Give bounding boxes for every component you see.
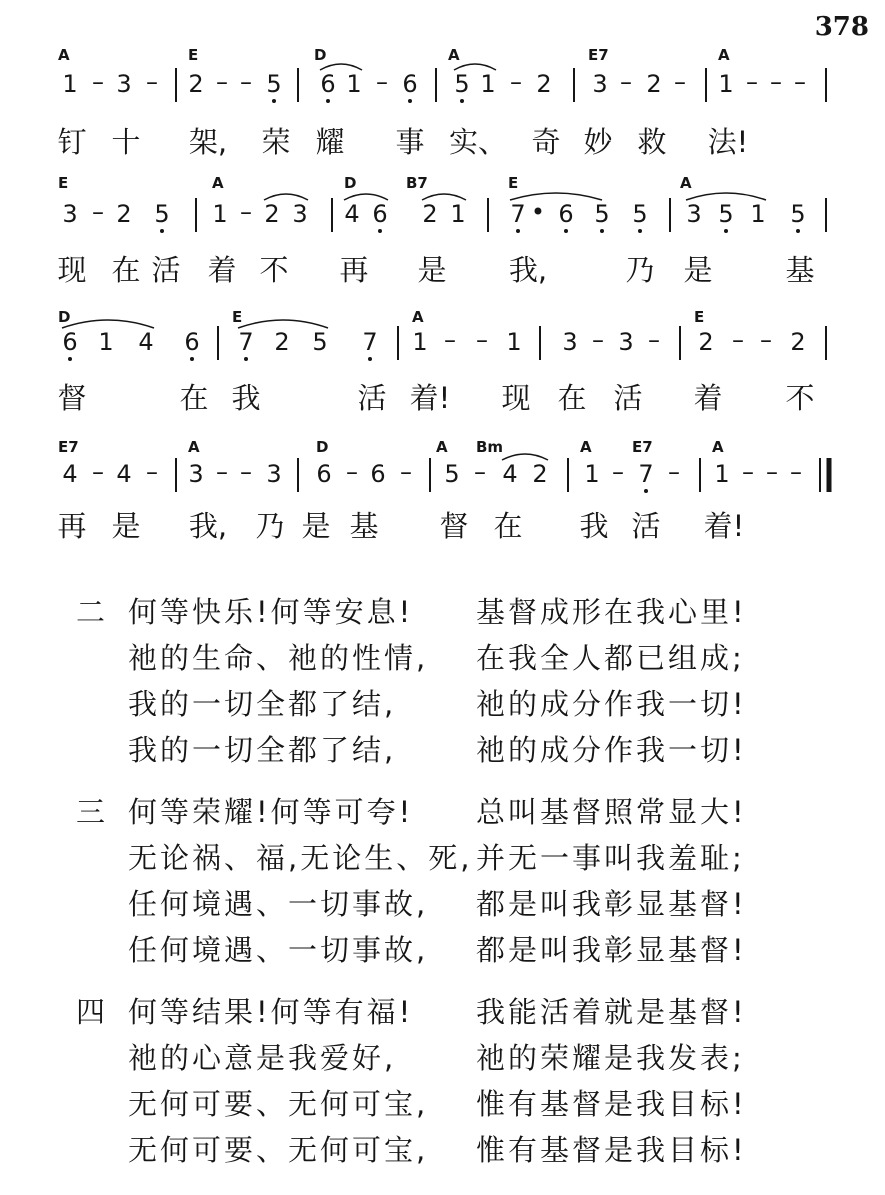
lyric: 荣 <box>261 125 291 159</box>
lyric: 十 <box>111 125 141 159</box>
octave-dot <box>408 99 412 103</box>
lyric: 不 <box>259 253 289 287</box>
chord: D <box>344 174 357 192</box>
lyric: 事 <box>395 125 425 159</box>
note: 4 <box>116 460 132 488</box>
lyric: 现 <box>501 381 531 415</box>
lyric: 不 <box>785 381 815 415</box>
dash: – <box>790 458 802 486</box>
chord: E <box>58 174 69 192</box>
music-score <box>0 0 885 560</box>
octave-dot <box>600 229 604 233</box>
dash: – <box>240 198 252 226</box>
note: 4 <box>62 460 78 488</box>
chord: E7 <box>588 46 609 64</box>
dash: – <box>474 458 486 486</box>
lyric: 是 <box>683 253 713 287</box>
verse-4 <box>0 990 885 1190</box>
lyric: 在 <box>179 381 209 415</box>
dot: • <box>530 198 546 226</box>
note: 7 <box>638 460 654 488</box>
note: 1 <box>506 328 522 356</box>
note: 1 <box>212 200 228 228</box>
dash: – <box>742 458 754 486</box>
chord: E <box>232 308 243 326</box>
dash: – <box>668 458 680 486</box>
note: 6 <box>316 460 332 488</box>
note: 3 <box>266 460 282 488</box>
lyric: 是 <box>301 509 331 543</box>
dash: – <box>766 458 778 486</box>
dash: – <box>92 458 104 486</box>
dash: – <box>400 458 412 486</box>
lyric: 着! <box>703 509 745 543</box>
dash: – <box>794 68 806 96</box>
note: 1 <box>714 460 730 488</box>
verse-line-left: 何等荣耀!何等可夸! <box>128 795 414 829</box>
lyric: 活 <box>357 381 387 415</box>
verse-line-left: 何等结果!何等有福! <box>128 995 414 1029</box>
octave-dot <box>244 357 248 361</box>
note: 2 <box>422 200 438 228</box>
verse-line-right: 惟有基督是我目标! <box>476 1087 747 1121</box>
note: 7 <box>362 328 378 356</box>
slur <box>238 320 328 328</box>
octave-dot <box>796 229 800 233</box>
note: 1 <box>412 328 428 356</box>
note: 2 <box>116 200 132 228</box>
note: 2 <box>790 328 806 356</box>
verse-3 <box>0 790 885 990</box>
dash: – <box>760 326 772 354</box>
slur <box>62 320 154 328</box>
chord: A <box>58 46 70 64</box>
chord: A <box>412 308 424 326</box>
lyric: 着! <box>409 381 451 415</box>
verse-line-right: 祂的荣耀是我发表; <box>476 1041 745 1075</box>
note: 2 <box>532 460 548 488</box>
dash: – <box>746 68 758 96</box>
chord: A <box>680 174 692 192</box>
verse-line-left: 何等快乐!何等安息! <box>128 595 414 629</box>
lyric: 妙 <box>583 125 613 159</box>
lyric: 基 <box>785 253 815 287</box>
verse-line-left: 祂的心意是我爱好, <box>128 1041 397 1075</box>
octave-dot <box>378 229 382 233</box>
note: 2 <box>188 70 204 98</box>
lyric: 在 <box>557 381 587 415</box>
chord: A <box>712 438 724 456</box>
note: 3 <box>188 460 204 488</box>
verse-line-right: 我能活着就是基督! <box>476 995 747 1029</box>
note: 6 <box>320 70 336 98</box>
note: 2 <box>274 328 290 356</box>
lyric: 我, <box>508 253 548 287</box>
dash: – <box>92 68 104 96</box>
note: 4 <box>344 200 360 228</box>
note: 3 <box>562 328 578 356</box>
chord: E <box>508 174 519 192</box>
lyric: 架, <box>188 125 228 159</box>
lyric: 在 <box>111 253 141 287</box>
note: 3 <box>618 328 634 356</box>
octave-dot <box>460 99 464 103</box>
note: 1 <box>62 70 78 98</box>
chord: A <box>188 438 200 456</box>
verse-number: 二 <box>76 595 106 629</box>
octave-dot <box>724 229 728 233</box>
verses <box>0 590 885 1190</box>
dash: – <box>510 68 522 96</box>
note: 1 <box>450 200 466 228</box>
page-number: 378 <box>814 12 869 42</box>
chord: D <box>314 46 327 64</box>
note: 4 <box>502 460 518 488</box>
verse-line-left: 无何可要、无何可宝, <box>128 1087 429 1121</box>
verse-number: 四 <box>76 995 106 1029</box>
chord: A <box>212 174 224 192</box>
lyric: 奇 <box>531 125 561 159</box>
octave-dot <box>190 357 194 361</box>
note: 3 <box>592 70 608 98</box>
octave-dot <box>516 229 520 233</box>
lyric: 现 <box>57 253 87 287</box>
lyric: 再 <box>339 253 369 287</box>
dash: – <box>444 326 456 354</box>
chord: A <box>448 46 460 64</box>
lyric: 耀 <box>315 125 345 159</box>
lyric: 我, <box>188 509 228 543</box>
verse-line-right: 在我全人都已组成; <box>476 641 745 675</box>
dash: – <box>92 198 104 226</box>
octave-dot <box>326 99 330 103</box>
chord: E7 <box>632 438 653 456</box>
chord: D <box>58 308 71 326</box>
verse-line-right: 祂的成分作我一切! <box>476 687 747 721</box>
chord: B7 <box>406 174 428 192</box>
chord: A <box>436 438 448 456</box>
verse-line-left: 我的一切全都了结, <box>128 687 397 721</box>
verse-line-left: 无论祸、福,无论生、死, <box>128 841 473 875</box>
note: 5 <box>454 70 470 98</box>
octave-dot <box>160 229 164 233</box>
lyric: 活 <box>631 509 661 543</box>
dash: – <box>346 458 358 486</box>
dash: – <box>674 68 686 96</box>
chord: E <box>694 308 705 326</box>
verse-line-right: 基督成形在我心里! <box>476 595 747 629</box>
note: 4 <box>138 328 154 356</box>
lyric: 我 <box>231 381 261 415</box>
verse-line-left: 无何可要、无何可宝, <box>128 1133 429 1167</box>
dash: – <box>146 458 158 486</box>
note: 1 <box>584 460 600 488</box>
note: 3 <box>62 200 78 228</box>
note: 5 <box>594 200 610 228</box>
verse-number: 三 <box>76 795 106 829</box>
lyric: 督 <box>439 509 469 543</box>
dash: – <box>612 458 624 486</box>
octave-dot <box>638 229 642 233</box>
note: 1 <box>346 70 362 98</box>
note: 2 <box>646 70 662 98</box>
note: 5 <box>266 70 282 98</box>
note: 2 <box>536 70 552 98</box>
note: 6 <box>558 200 574 228</box>
chord: E7 <box>58 438 79 456</box>
note: 7 <box>238 328 254 356</box>
note: 7 <box>510 200 526 228</box>
verse-line-right: 都是叫我彰显基督! <box>476 933 747 967</box>
note: 6 <box>370 460 386 488</box>
verse-line-left: 任何境遇、一切事故, <box>128 933 429 967</box>
dash: – <box>476 326 488 354</box>
verse-line-right: 并无一事叫我羞耻; <box>476 841 745 875</box>
dash: – <box>620 68 632 96</box>
note: 5 <box>312 328 328 356</box>
chord: A <box>580 438 592 456</box>
dash: – <box>592 326 604 354</box>
note: 6 <box>402 70 418 98</box>
slur <box>686 193 766 200</box>
octave-dot <box>272 99 276 103</box>
dash: – <box>648 326 660 354</box>
note: 3 <box>292 200 308 228</box>
verse-line-left: 祂的生命、祂的性情, <box>128 641 429 675</box>
lyric: 督 <box>57 381 87 415</box>
dash: – <box>732 326 744 354</box>
note: 5 <box>718 200 734 228</box>
score-row-1 <box>57 46 826 159</box>
score-row-4 <box>57 438 829 543</box>
note: 6 <box>184 328 200 356</box>
note: 6 <box>372 200 388 228</box>
note: 3 <box>686 200 702 228</box>
note: 2 <box>698 328 714 356</box>
lyric: 活 <box>151 253 181 287</box>
note: 6 <box>62 328 78 356</box>
verse-line-right: 惟有基督是我目标! <box>476 1133 747 1167</box>
dash: – <box>240 68 252 96</box>
note: 5 <box>444 460 460 488</box>
octave-dot <box>644 489 648 493</box>
lyric: 是 <box>111 509 141 543</box>
lyric: 法! <box>707 125 749 159</box>
verse-line-right: 总叫基督照常显大! <box>476 795 747 829</box>
lyric: 实、 <box>448 125 508 159</box>
note: 1 <box>750 200 766 228</box>
note: 2 <box>264 200 280 228</box>
chord: E <box>188 46 199 64</box>
note: 1 <box>98 328 114 356</box>
note: 5 <box>154 200 170 228</box>
octave-dot <box>564 229 568 233</box>
lyric: 着 <box>693 381 723 415</box>
chord: D <box>316 438 329 456</box>
lyric: 救 <box>637 125 667 159</box>
lyric: 基 <box>349 509 379 543</box>
chord: Bm <box>476 438 504 456</box>
lyric: 再 <box>57 509 87 543</box>
lyric: 钉 <box>57 125 87 159</box>
dash: – <box>216 68 228 96</box>
dash: – <box>376 68 388 96</box>
verse-2 <box>0 590 885 790</box>
note: 1 <box>718 70 734 98</box>
score-row-3 <box>57 308 826 415</box>
lyric: 乃 <box>625 253 655 287</box>
lyric: 我 <box>579 509 609 543</box>
chord: A <box>718 46 730 64</box>
score-row-2 <box>57 174 826 287</box>
dash: – <box>146 68 158 96</box>
dash: – <box>770 68 782 96</box>
octave-dot <box>68 357 72 361</box>
verse-line-right: 都是叫我彰显基督! <box>476 887 747 921</box>
lyric: 活 <box>613 381 643 415</box>
dash: – <box>216 458 228 486</box>
note: 1 <box>480 70 496 98</box>
octave-dot <box>368 357 372 361</box>
note: 5 <box>790 200 806 228</box>
note: 3 <box>116 70 132 98</box>
verse-line-left: 任何境遇、一切事故, <box>128 887 429 921</box>
lyric: 是 <box>417 253 447 287</box>
slur <box>510 193 602 200</box>
lyric: 乃 <box>255 509 285 543</box>
verse-line-left: 我的一切全都了结, <box>128 733 397 767</box>
lyric: 在 <box>493 509 523 543</box>
dash: – <box>240 458 252 486</box>
verse-line-right: 祂的成分作我一切! <box>476 733 747 767</box>
note: 5 <box>632 200 648 228</box>
lyric: 着 <box>207 253 237 287</box>
